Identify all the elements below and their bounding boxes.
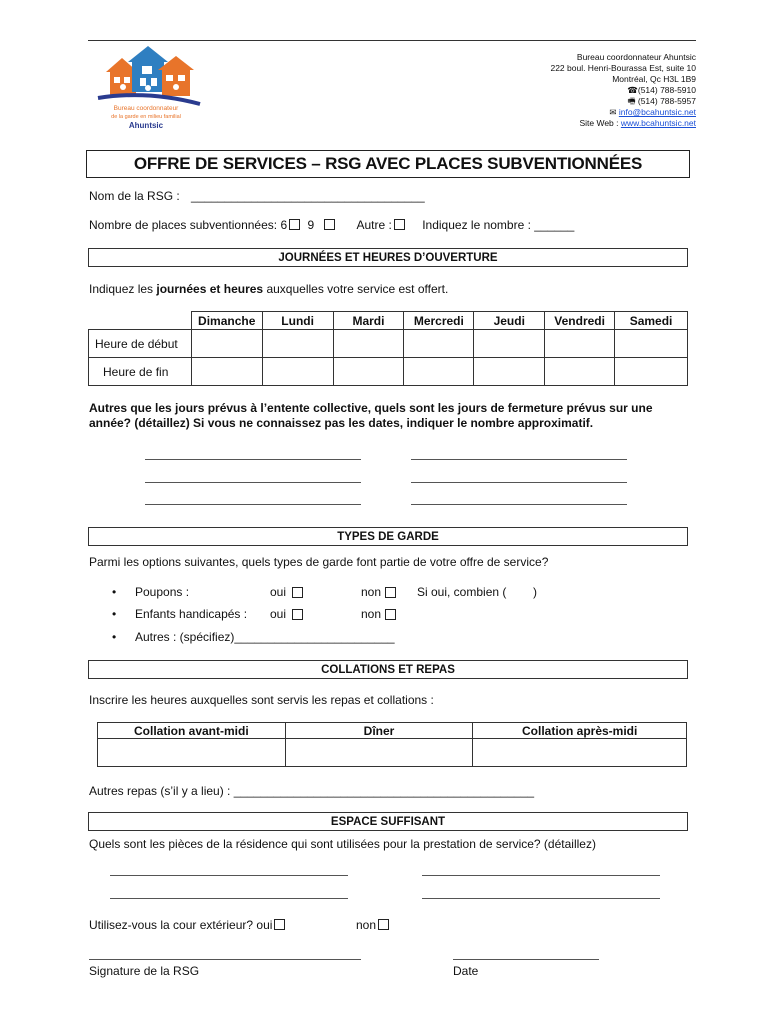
section-types-garde: TYPES DE GARDE [88,527,688,546]
section-collations-repas: COLLATIONS ET REPAS [88,660,688,679]
bullet-autres [112,630,395,644]
indiquez-nombre[interactable]: Indiquez le nombre : ______ [422,218,575,232]
contact-fax: (514) 788-5957 [637,96,696,106]
cell-input[interactable] [285,739,473,767]
section-espace-suffisant: ESPACE SUFFISANT [88,812,688,831]
poupons-oui-checkbox[interactable] [292,587,303,598]
row-label-debut: Heure de début [89,330,192,358]
bullet-dot: • [112,630,117,644]
pieces-line[interactable] [110,875,348,876]
heures-table-corner [89,312,192,330]
types-intro: Parmi les options suivantes, quels types de garde font partie de votre offre de service? [89,555,549,569]
day-header: Samedi [615,312,688,330]
handicapes-non-label: non [361,607,382,621]
fax-icon: 🖷 [627,96,638,106]
day-header: Jeudi [474,312,545,330]
handicapes-oui-checkbox[interactable] [292,609,303,620]
places-9-label: 9 [307,218,315,232]
cell-input[interactable] [474,358,545,386]
intro-pre: Indiquez les [89,282,157,296]
cell-input[interactable] [615,330,688,358]
row-label-fin: Heure de fin [89,358,192,386]
contact-block [550,52,696,129]
cour-non-row [356,918,389,932]
fermeture-line[interactable] [411,504,627,505]
contact-web-row [550,118,696,129]
places-9-checkbox[interactable] [324,219,335,230]
contact-address: 222 boul. Henri-Bourassa Est, suite 10 [550,63,696,73]
autre-checkbox[interactable] [394,219,405,230]
day-header: Vendredi [545,312,615,330]
col-header: Collation avant-midi [98,723,286,739]
fermeture-line[interactable] [411,459,627,460]
handicapes-oui-label: oui [270,607,287,621]
fermeture-question: Autres que les jours prévus à l’entente collective, quels sont les jours de fermeture prévus sur une année? (détaillez) Si vous ne connaissez pas les dates, indiquer le nombre approximatif. [89,401,653,430]
poupons-non-label: non [361,585,382,599]
autres-repas[interactable]: Autres repas (s’il y a lieu) : _____________________________________________ [89,784,535,798]
handicapes-label: Enfants handicapés : [135,607,248,621]
logo-line2: de la garde en milieu familial [111,114,181,120]
contact-fax-row [550,96,696,107]
bullet-poupons [112,585,538,599]
cell-input[interactable] [473,739,687,767]
house-right-body [162,70,190,96]
cell-input[interactable] [98,739,286,767]
page-title: OFFRE DE SERVICES – RSG AVEC PLACES SUBVENTIONNÉES [86,150,690,178]
logo-swoosh [98,95,200,104]
places-label: Nombre de places subventionnées: 6 [89,218,288,232]
contact-web-link[interactable]: www.bcahuntsic.net [620,118,696,128]
pieces-question: Quels sont les pièces de la résidence qui sont utilisées pour la prestation de service? (détaillez) [89,837,596,851]
autre-label: Autre : [356,218,392,232]
collations-table [97,722,687,767]
cell-input[interactable] [191,358,262,386]
cour-non-label: non [356,918,377,932]
contact-email-link[interactable]: info@bcahuntsic.net [618,107,696,117]
cell-input[interactable] [474,330,545,358]
nom-rsg-row [89,189,425,203]
cell-input[interactable] [404,330,474,358]
intro-bold: journées et heures [156,282,264,296]
nom-rsg-label: Nom de la RSG : [89,189,180,203]
poupons-label: Poupons : [135,585,190,599]
autres-specifiez[interactable]: Autres : (spécifiez)________________________ [135,630,395,644]
poupons-non-checkbox[interactable] [385,587,396,598]
signature-label: Signature de la RSG [89,964,200,978]
cour-non-checkbox[interactable] [378,919,389,930]
logo-line1: Bureau coordonnateur [113,105,179,112]
table-row [89,358,688,386]
bullet-handicapes [112,607,382,621]
section-journees-heures: JOURNÉES ET HEURES D’OUVERTURE [88,248,688,267]
bullet-dot: • [112,607,117,621]
contact-org: Bureau coordonnateur Ahuntsic [576,52,696,62]
intro-post: auxquelles votre service est offert. [263,282,449,296]
handicapes-non-checkbox[interactable] [385,609,396,620]
fermeture-line[interactable] [145,482,361,483]
contact-web-label: Site Web : [579,118,619,128]
collations-intro: Inscrire les heures auxquelles sont servis les repas et collations : [89,693,434,707]
day-header: Mardi [333,312,404,330]
date-line[interactable] [453,959,599,960]
table-row [98,739,687,767]
day-header: Dimanche [191,312,262,330]
cour-row [89,918,285,932]
pieces-line[interactable] [422,875,660,876]
col-header: Collation après-midi [473,723,687,739]
journees-intro [89,282,448,296]
cell-input[interactable] [262,330,333,358]
pieces-line[interactable] [110,898,348,899]
house-center-roof [128,46,168,62]
contact-email-row [550,107,696,118]
table-row [89,330,688,358]
cour-oui-checkbox[interactable] [274,919,285,930]
cell-input[interactable] [262,358,333,386]
email-icon: ✉ [609,107,619,117]
header-rule [88,40,696,41]
cell-input[interactable] [615,358,688,386]
date-label: Date [453,964,479,978]
logo-line3: Ahuntsic [128,121,164,130]
poupons-combien[interactable]: Si oui, combien ( ) [417,585,538,599]
day-header: Lundi [262,312,333,330]
cell-input[interactable] [191,330,262,358]
day-header: Mercredi [404,312,474,330]
signature-line[interactable] [89,959,361,960]
fermeture-line[interactable] [145,504,361,505]
cell-input[interactable] [333,330,404,358]
places-row [89,218,574,232]
heures-table [88,311,688,386]
contact-phone-row [550,85,696,96]
bca-logo [96,44,206,134]
phone-icon: ☎ [627,85,638,95]
fermeture-line[interactable] [145,459,361,460]
pieces-line[interactable] [422,898,660,899]
contact-city: Montréal, Qc H3L 1B9 [612,74,696,84]
cell-input[interactable] [545,330,615,358]
fermeture-line[interactable] [411,482,627,483]
contact-phone: (514) 788-5910 [637,85,696,95]
cell-input[interactable] [404,358,474,386]
cell-input[interactable] [333,358,404,386]
bullet-dot: • [112,585,117,599]
col-header: Dîner [285,723,473,739]
cour-oui-label: oui [256,918,273,932]
cell-input[interactable] [545,358,615,386]
cour-label: Utilisez-vous la cour extérieur? [89,918,254,932]
places-6-checkbox[interactable] [289,219,300,230]
nom-rsg-field[interactable]: ___________________________________ [191,189,425,203]
poupons-oui-label: oui [270,585,287,599]
